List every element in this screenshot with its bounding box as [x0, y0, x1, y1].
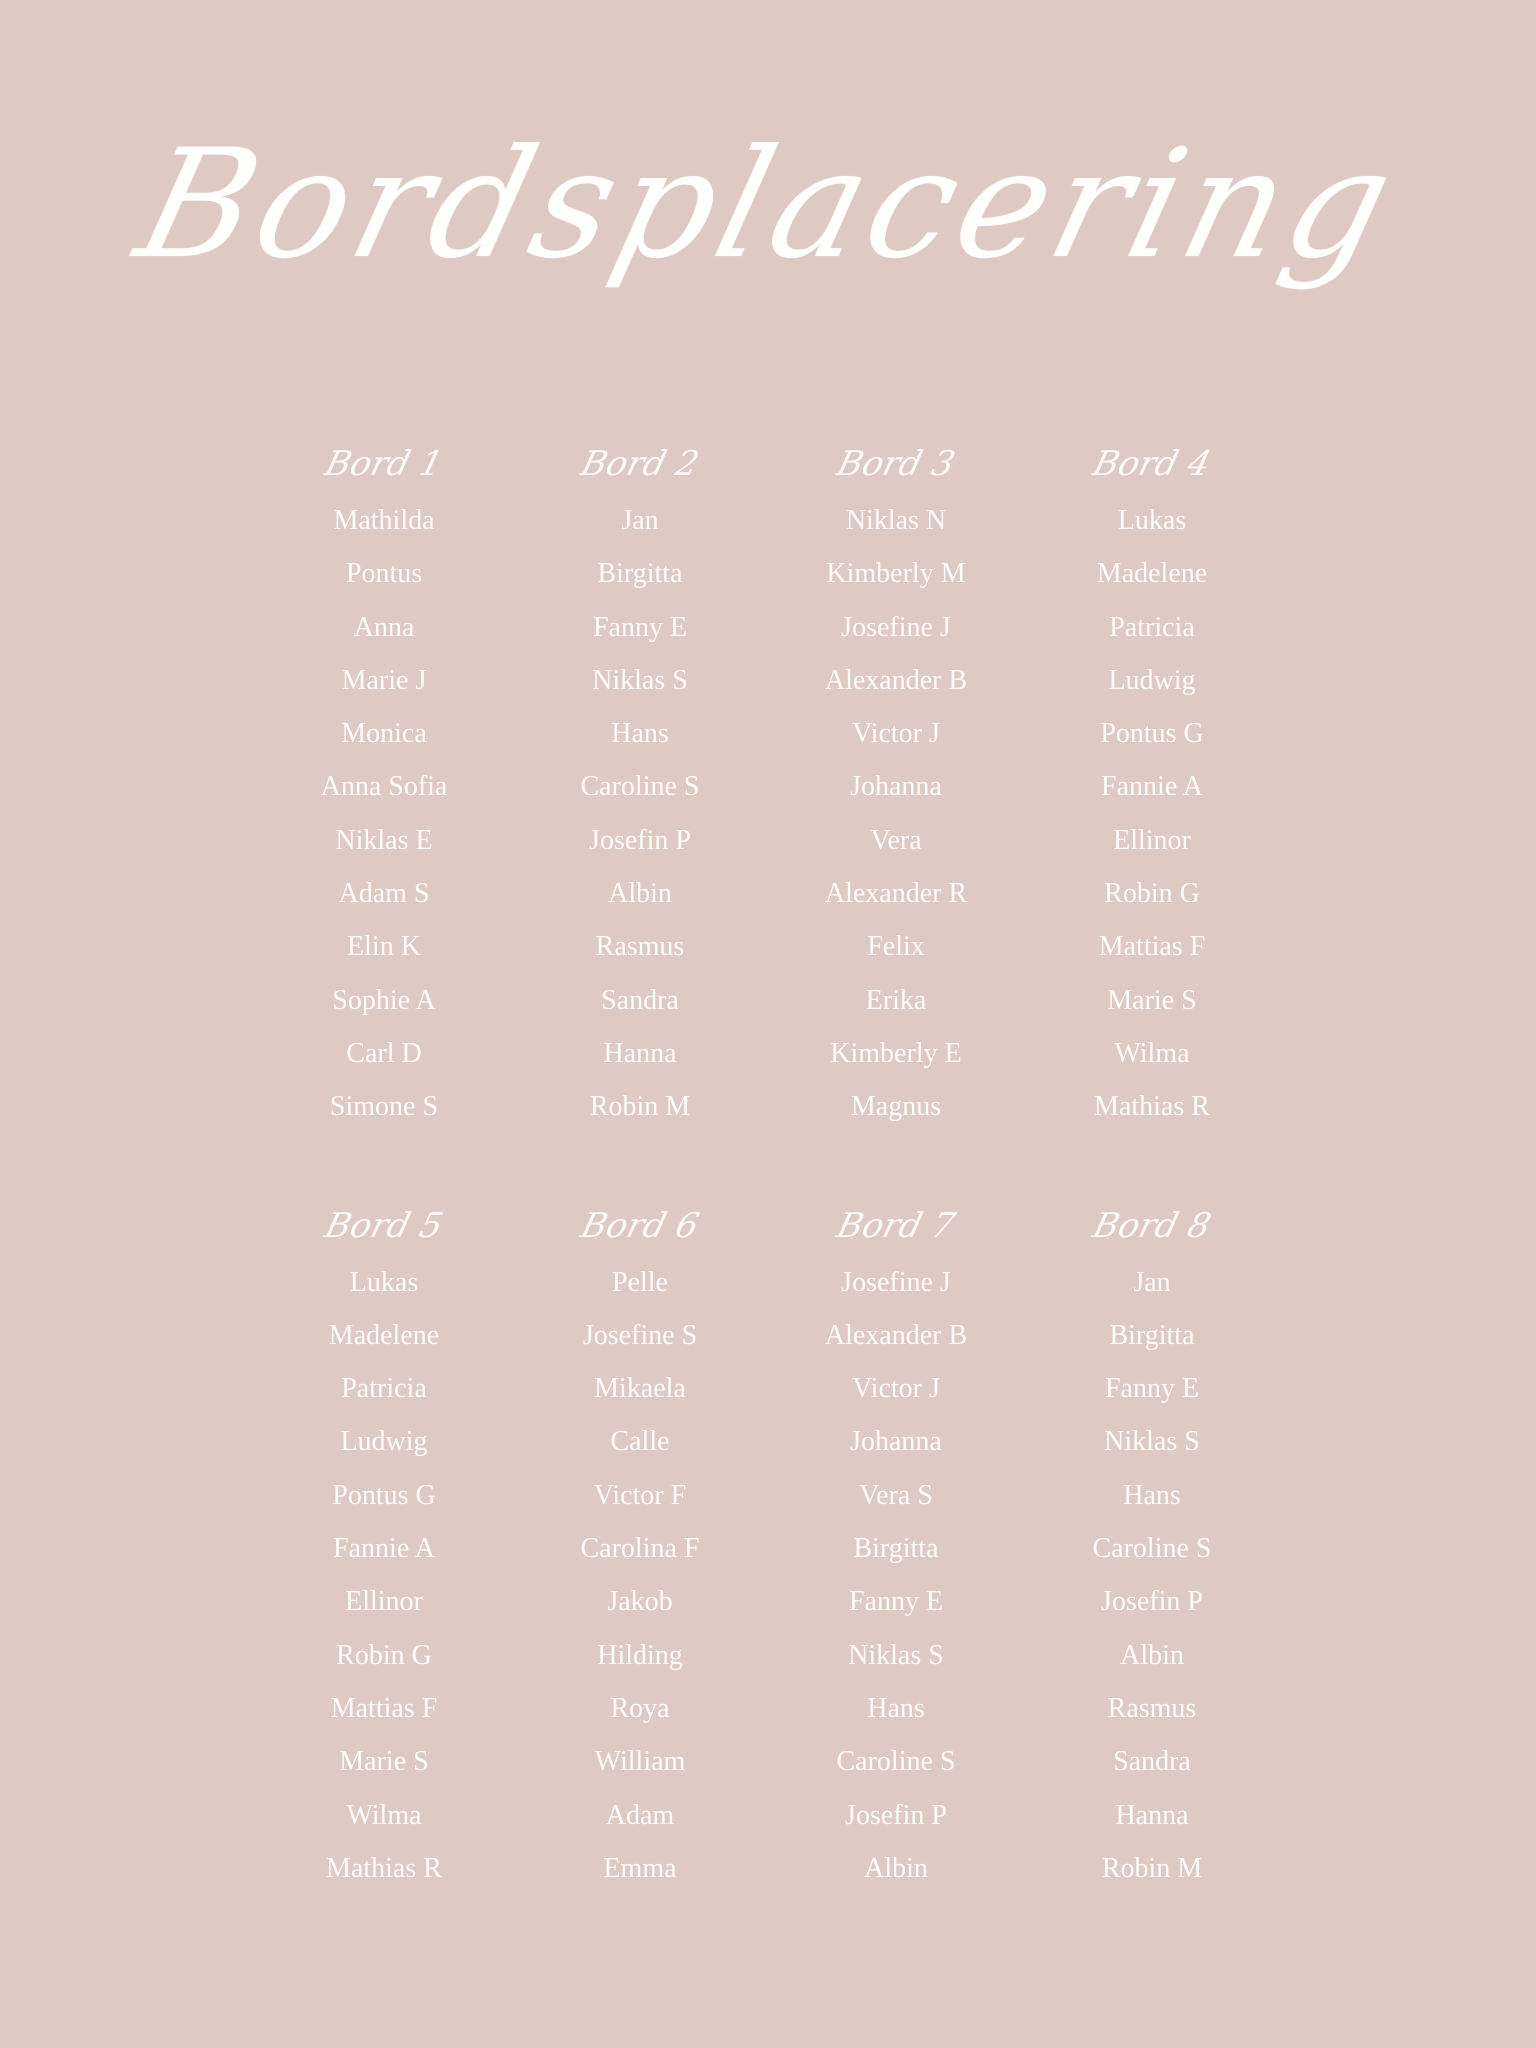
guest-name: Lukas	[349, 1266, 419, 1298]
guest-name: Albin	[864, 1852, 928, 1884]
guest-name: Josefin P	[1101, 1586, 1203, 1618]
guest-name: Patricia	[341, 1373, 427, 1405]
guest-name: Jan	[621, 505, 659, 536]
guest-name: Victor J	[852, 1373, 940, 1405]
guest-name: Marie J	[341, 664, 427, 696]
guest-name: Birgitta	[853, 1533, 939, 1565]
guest-name: Ludwig	[1108, 664, 1196, 696]
guest-name: Mattias F	[1098, 931, 1206, 963]
guest-name: Ludwig	[340, 1426, 428, 1458]
guest-name: Mattias F	[330, 1692, 438, 1724]
guest-name: Carl D	[346, 1037, 422, 1069]
table-label: Bord 1	[321, 444, 447, 484]
guest-name: William	[594, 1746, 686, 1778]
guest-name: Caroline S	[1092, 1533, 1212, 1565]
tables-grid	[256, 440, 1280, 1895]
guest-name: Magnus	[850, 1091, 942, 1123]
guest-name: Simone S	[329, 1091, 439, 1123]
guest-name: Marie S	[1107, 984, 1197, 1016]
guest-name: Alexander B	[824, 664, 968, 696]
guest-name: Patricia	[1109, 611, 1195, 643]
guest-name: Sophie A	[332, 984, 436, 1016]
guest-name: Robin G	[336, 1639, 432, 1671]
guest-name: Rasmus	[1107, 1692, 1197, 1724]
guest-list	[1024, 494, 1280, 1134]
guest-name: Marie S	[339, 1746, 429, 1778]
guest-name: Kimberly E	[830, 1037, 962, 1069]
guest-name: Elin K	[347, 931, 421, 963]
guest-name: Josefin P	[845, 1799, 947, 1831]
guest-name: Robin M	[589, 1091, 691, 1123]
guest-name: Josefin P	[589, 824, 691, 856]
guest-name: Anna	[353, 611, 415, 643]
guest-name: Fannie A	[1101, 771, 1203, 803]
table-label: Bord 5	[321, 1205, 447, 1246]
guest-name: Mathias R	[326, 1852, 442, 1884]
guest-name: Pontus G	[332, 1479, 436, 1511]
guest-name: Madelene	[328, 1319, 440, 1351]
table-card	[1024, 1202, 1280, 1896]
guest-name: Niklas S	[592, 664, 688, 696]
guest-list	[768, 494, 1024, 1134]
guest-name: Monica	[341, 718, 427, 750]
table-label: Bord 7	[833, 1205, 959, 1246]
guest-name: Fannie A	[333, 1533, 435, 1565]
guest-name: Hanna	[603, 1037, 677, 1069]
guest-name: Mathias R	[1094, 1091, 1210, 1123]
guest-name: Birgitta	[1109, 1319, 1195, 1351]
guest-name: Josefine J	[841, 611, 951, 643]
guest-name: Madelene	[1096, 558, 1208, 590]
guest-list	[256, 494, 512, 1134]
guest-name: Pelle	[612, 1266, 668, 1298]
guest-name: Victor F	[593, 1479, 687, 1511]
guest-name: Robin G	[1104, 878, 1200, 910]
table-label: Bord 4	[1089, 444, 1215, 484]
guest-name: Fanny E	[592, 611, 688, 643]
table-card	[512, 1202, 768, 1896]
table-card	[512, 440, 768, 1134]
guest-name: Niklas S	[848, 1639, 944, 1671]
guest-list	[768, 1256, 1024, 1896]
guest-name: Adam S	[338, 878, 430, 910]
table-card	[1024, 440, 1280, 1134]
guest-name: Kimberly M	[826, 558, 966, 590]
guest-name: Albin	[1120, 1639, 1184, 1671]
guest-name: Wilma	[346, 1799, 422, 1831]
table-card	[768, 440, 1024, 1134]
guest-name: Birgitta	[597, 558, 683, 590]
guest-name: Victor J	[852, 718, 940, 750]
guest-list	[512, 1256, 768, 1896]
guest-name: Caroline S	[836, 1746, 956, 1778]
guest-name: Felix	[867, 931, 925, 963]
guest-name: Johanna	[850, 771, 942, 803]
table-label: Bord 2	[577, 444, 703, 484]
guest-name: Jakob	[607, 1586, 673, 1618]
guest-name: Niklas N	[845, 505, 947, 536]
guest-name: Hans	[1123, 1479, 1181, 1511]
table-card	[768, 1202, 1024, 1896]
guest-name: Josefine S	[582, 1319, 698, 1351]
guest-list	[512, 494, 768, 1134]
guest-name: Sandra	[601, 984, 679, 1016]
guest-name: Niklas E	[335, 824, 433, 856]
guest-name: Vera S	[859, 1479, 933, 1511]
page-title: Bordsplacering	[122, 118, 1414, 292]
guest-name: Pontus G	[1100, 718, 1204, 750]
guest-name: Erika	[865, 984, 927, 1016]
guest-name: Rasmus	[595, 931, 685, 963]
guest-list	[1024, 1256, 1280, 1896]
guest-name: Josefine J	[841, 1266, 951, 1298]
guest-name: Anna Sofia	[320, 771, 448, 803]
guest-name: Jan	[1133, 1266, 1171, 1298]
guest-list	[256, 1256, 512, 1896]
table-label: Bord 6	[577, 1205, 703, 1246]
guest-name: Ellinor	[1113, 824, 1191, 856]
guest-name: Alexander R	[824, 878, 968, 910]
guest-name: Mikaela	[594, 1373, 686, 1405]
guest-name: Albin	[608, 878, 672, 910]
guest-name: Mathilda	[333, 505, 435, 536]
guest-name: Wilma	[1114, 1037, 1190, 1069]
table-card	[256, 1202, 512, 1896]
table-card	[256, 440, 512, 1134]
guest-name: Caroline S	[580, 771, 700, 803]
guest-name: Sandra	[1113, 1746, 1191, 1778]
guest-name: Roya	[610, 1692, 670, 1724]
guest-name: Hans	[611, 718, 669, 750]
guest-name: Vera	[870, 824, 922, 856]
guest-name: Hans	[867, 1692, 925, 1724]
guest-name: Carolina F	[580, 1533, 700, 1565]
guest-name: Johanna	[850, 1426, 942, 1458]
guest-name: Emma	[603, 1852, 677, 1884]
guest-name: Niklas S	[1104, 1426, 1200, 1458]
guest-name: Fanny E	[848, 1586, 944, 1618]
guest-name: Alexander B	[824, 1319, 968, 1351]
table-label: Bord 3	[833, 444, 959, 484]
guest-name: Robin M	[1101, 1852, 1203, 1884]
guest-name: Adam	[605, 1799, 675, 1831]
guest-name: Lukas	[1117, 505, 1187, 536]
table-label: Bord 8	[1089, 1205, 1215, 1246]
guest-name: Ellinor	[345, 1586, 423, 1618]
guest-name: Calle	[610, 1426, 670, 1458]
guest-name: Pontus	[345, 558, 423, 590]
guest-name: Fanny E	[1104, 1373, 1200, 1405]
guest-name: Hanna	[1115, 1799, 1189, 1831]
guest-name: Hilding	[597, 1639, 683, 1671]
